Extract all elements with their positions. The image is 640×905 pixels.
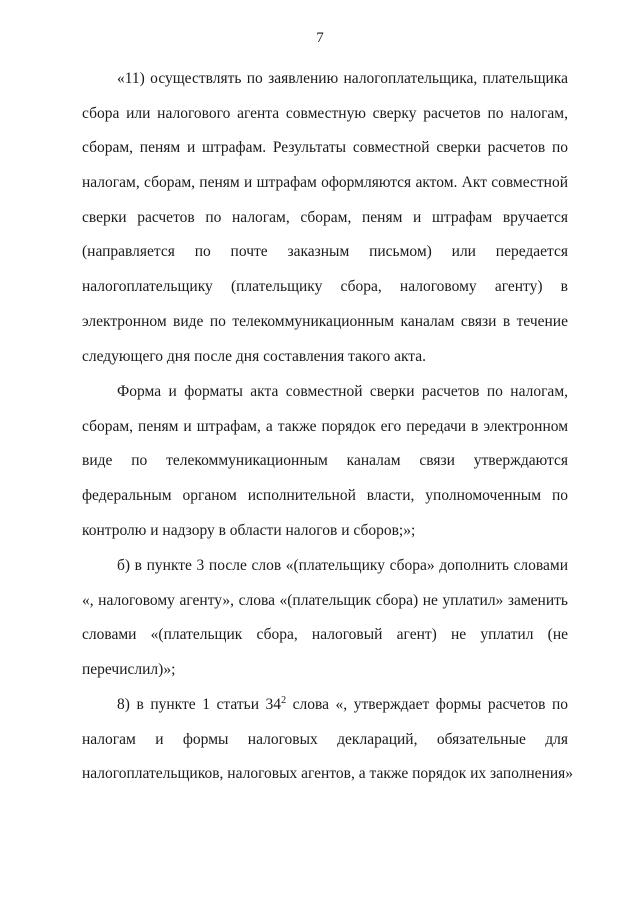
text-line: сбора или налогового агента совместную сверку расчетов по налогам,	[82, 104, 568, 122]
superscript: 2	[281, 695, 287, 706]
text-fragment: слова «, утверждает формы расчетов по	[286, 696, 568, 713]
text-line: электронном виде по телекоммуникационным каналам связи в течение	[82, 312, 568, 330]
text-line: б) в пункте 3 после слов «(плательщику сбора» дополнить словами	[117, 557, 568, 574]
text-line: Форма и форматы акта совместной сверки расчетов по налогам,	[117, 383, 568, 400]
text-line: (направляется по почте заказным письмом) или передается	[82, 243, 568, 261]
paragraph-forma-akta	[82, 375, 568, 548]
text-fragment: 8) в пункте 1 статьи 34	[117, 696, 282, 713]
text-line: сверки расчетов по налогам, сборам, пеням и штрафам вручается	[82, 208, 568, 226]
text-line: перечислил)»;	[82, 661, 176, 679]
page-number: 7	[316, 30, 324, 46]
paragraph-punkt-3	[82, 549, 568, 688]
text-line	[82, 688, 568, 723]
text-line: налогам, сборам, пеням и штрафам оформляются актом. Акт совместной	[82, 174, 568, 192]
text-line: «, налоговому агенту», слова «(плательщик сбора) не уплатил» заменить	[82, 591, 568, 609]
text-line: налогоплательщиков, налоговых агентов, а также порядок их заполнения»	[82, 765, 574, 783]
text-line: сборам, пеням и штрафам. Результаты совместной сверки расчетов по	[82, 139, 568, 157]
text-line: сборам, пеням и штрафам, а также порядок его передачи в электронном	[82, 417, 568, 435]
text-line: федеральным органом исполнительной власти, уполномоченным по	[82, 487, 568, 505]
paragraph-statya-34	[82, 688, 574, 792]
text-line: виде по телекоммуникационным каналам связи утверждаются	[82, 452, 568, 470]
text-line: налогам и формы налоговых деклараций, обязательные для	[82, 730, 568, 748]
paragraph-sverka	[82, 62, 568, 374]
text-line: следующего дня после дня составления такого акта.	[82, 347, 427, 365]
text-line: налогоплательщику (плательщику сбора, налоговому агенту) в	[82, 278, 568, 296]
text-line: словами «(плательщик сбора, налоговый агент) не уплатил (не	[82, 626, 568, 644]
text-line: «11) осуществлять по заявлению налогоплательщика, плательщика	[117, 70, 568, 87]
text-line: контролю и надзору в области налогов и сборов;»;	[82, 521, 416, 539]
